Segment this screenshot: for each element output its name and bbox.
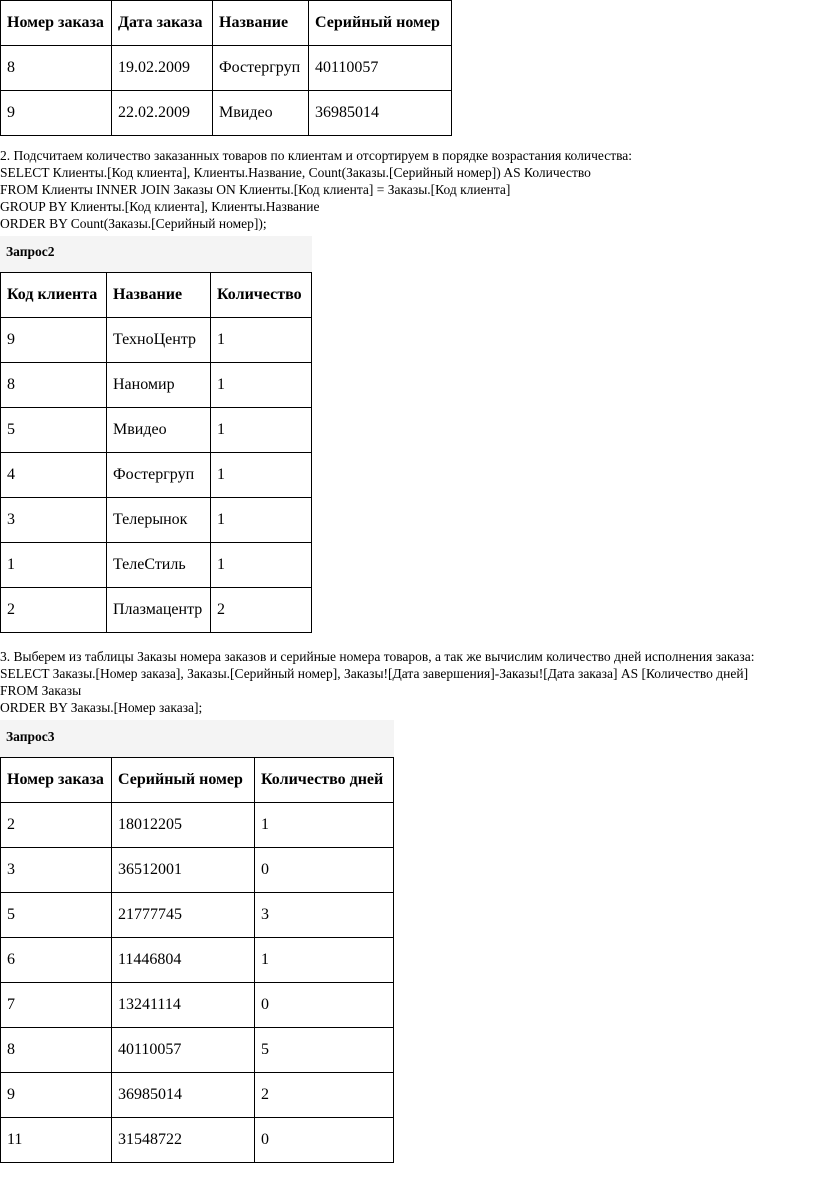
column-header: Количество дней	[255, 758, 394, 803]
text-line: 2. Подсчитаем количество заказанных товаров по клиентам и отсортируем в порядке возрастания количества:	[0, 148, 633, 163]
query2-table	[0, 272, 312, 633]
column-header: Название	[107, 273, 211, 318]
query2-caption: Запрос2	[0, 236, 312, 272]
table-cell: ТелеСтиль	[107, 543, 211, 588]
table-cell: 2	[1, 803, 112, 848]
table-cell: 13241114	[112, 983, 255, 1028]
column-header: Код клиента	[1, 273, 107, 318]
table-cell: 4	[1, 453, 107, 498]
table-row	[1, 453, 312, 498]
sql-line: SELECT Клиенты.[Код клиента], Клиенты.Название, Count(Заказы.[Серийный номер]) AS Количество	[0, 165, 591, 180]
table-cell: 1	[255, 938, 394, 983]
table-cell: 2	[255, 1073, 394, 1118]
sql-line: ORDER BY Count(Заказы.[Серийный номер]);	[0, 216, 267, 231]
table-cell: 22.02.2009	[112, 91, 213, 136]
table-cell: 5	[1, 893, 112, 938]
sql-line: FROM Клиенты INNER JOIN Заказы ON Клиенты.[Код клиента] = Заказы.[Код клиента]	[0, 182, 511, 197]
table-row	[1, 1028, 394, 1073]
column-header: Номер заказа	[1, 758, 112, 803]
table-header-row	[1, 758, 394, 803]
orders-table	[0, 0, 452, 136]
table-cell: 3	[1, 498, 107, 543]
column-header: Серийный номер	[112, 758, 255, 803]
table-header-row	[1, 1, 452, 46]
table-cell: 8	[1, 1028, 112, 1073]
table-cell: 5	[255, 1028, 394, 1073]
table-cell: 0	[255, 1118, 394, 1163]
table-cell: Мвидео	[107, 408, 211, 453]
table-cell: Плазмацентр	[107, 588, 211, 633]
table-cell: 9	[1, 1073, 112, 1118]
table-row	[1, 1118, 394, 1163]
table-cell: 9	[1, 318, 107, 363]
table-cell: Фостергруп	[107, 453, 211, 498]
table-cell: Телерынок	[107, 498, 211, 543]
table-cell: 1	[211, 408, 312, 453]
column-header: Дата заказа	[112, 1, 213, 46]
table-cell: 9	[1, 91, 112, 136]
table-cell: 0	[255, 848, 394, 893]
table-cell: 1	[255, 803, 394, 848]
text-line: 3. Выберем из таблицы Заказы номера заказов и серийные номера товаров, а так же вычислим количество дней исполнения заказа:	[0, 649, 755, 664]
table-cell: 5	[1, 408, 107, 453]
table-cell: 1	[211, 453, 312, 498]
sql-line: ORDER BY Заказы.[Номер заказа];	[0, 700, 203, 715]
table-row	[1, 1073, 394, 1118]
table-cell: 36985014	[112, 1073, 255, 1118]
table-row	[1, 408, 312, 453]
table-cell: 0	[255, 983, 394, 1028]
table-cell: Фостергруп	[213, 46, 309, 91]
table-row	[1, 543, 312, 588]
column-header: Серийный номер	[309, 1, 452, 46]
sql-line: FROM Заказы	[0, 683, 82, 698]
table-row	[1, 938, 394, 983]
table-cell: 19.02.2009	[112, 46, 213, 91]
table-cell: 3	[1, 848, 112, 893]
table-cell: Мвидео	[213, 91, 309, 136]
table-cell: 8	[1, 46, 112, 91]
column-header: Номер заказа	[1, 1, 112, 46]
table-cell: 36512001	[112, 848, 255, 893]
sql-line: GROUP BY Клиенты.[Код клиента], Клиенты.Название	[0, 199, 320, 214]
table-cell: 21777745	[112, 893, 255, 938]
table-cell: 11	[1, 1118, 112, 1163]
query3-caption: Запрос3	[0, 720, 394, 757]
table-cell: 1	[1, 543, 107, 588]
table-row	[1, 363, 312, 408]
table-cell: 7	[1, 983, 112, 1028]
table-cell: 8	[1, 363, 107, 408]
table-cell: 1	[211, 363, 312, 408]
table-row	[1, 848, 394, 893]
table-row	[1, 893, 394, 938]
table-row	[1, 46, 452, 91]
table-cell: 1	[211, 543, 312, 588]
column-header: Название	[213, 1, 309, 46]
table-cell: 31548722	[112, 1118, 255, 1163]
table-row	[1, 803, 394, 848]
table-row	[1, 91, 452, 136]
table-cell: 1	[211, 318, 312, 363]
table-cell: 40110057	[309, 46, 452, 91]
table-cell: 2	[211, 588, 312, 633]
table-row	[1, 588, 312, 633]
query3-table	[0, 757, 394, 1163]
table-header-row	[1, 273, 312, 318]
table-cell: 11446804	[112, 938, 255, 983]
table-cell: 6	[1, 938, 112, 983]
table-row	[1, 498, 312, 543]
sql-line: SELECT Заказы.[Номер заказа], Заказы.[Серийный номер], Заказы![Дата завершения]-Заказы![Дата заказа] AS [Количество дней]	[0, 666, 749, 681]
column-header: Количество	[211, 273, 312, 318]
table-cell: Наномир	[107, 363, 211, 408]
table-row	[1, 983, 394, 1028]
table-cell: ТехноЦентр	[107, 318, 211, 363]
table-cell: 36985014	[309, 91, 452, 136]
table-cell: 2	[1, 588, 107, 633]
table-row	[1, 318, 312, 363]
table-cell: 18012205	[112, 803, 255, 848]
table-cell: 40110057	[112, 1028, 255, 1073]
table-cell: 3	[255, 893, 394, 938]
table-cell: 1	[211, 498, 312, 543]
